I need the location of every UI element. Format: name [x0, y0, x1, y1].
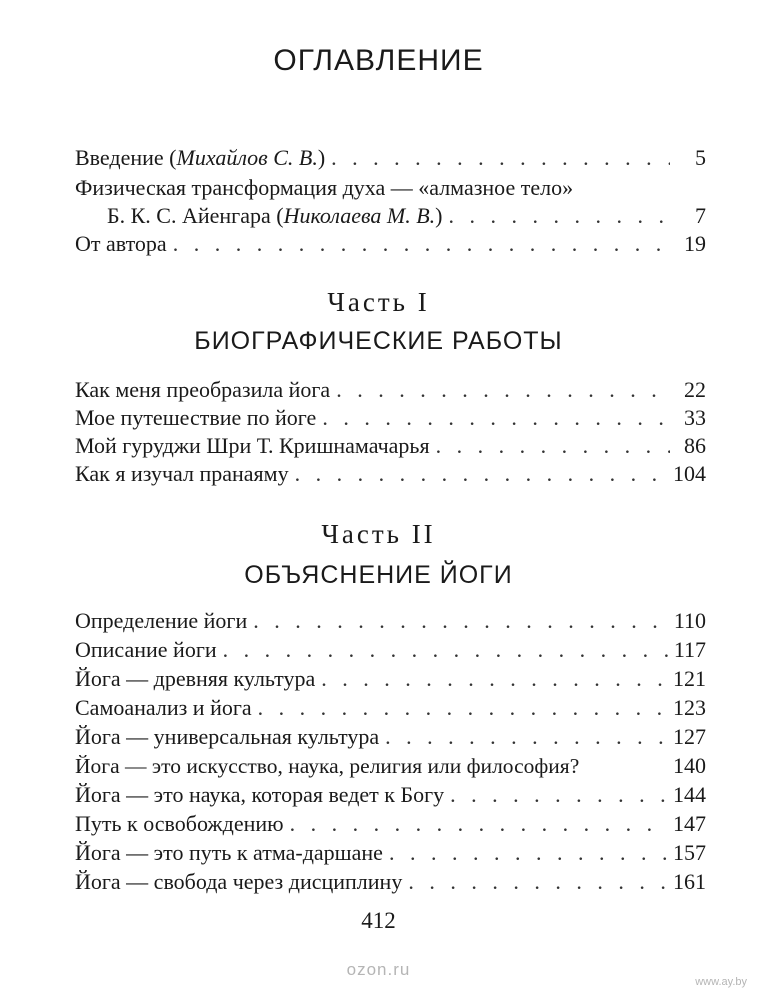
toc-entry-label: Мой гуруджи Шри Т. Кришнамачарья: [75, 433, 430, 458]
toc-entry: [75, 229, 706, 259]
part-title: ОБЪЯСНЕНИЕ ЙОГИ: [244, 561, 513, 589]
toc-page-number: 147: [673, 811, 706, 836]
toc-entry-label: Описание йоги: [75, 637, 217, 662]
toc-entry-label: Мое путешествие по йоге: [75, 405, 317, 430]
toc-page-number: 7: [695, 203, 706, 228]
toc-entry: [75, 403, 706, 433]
part-label: Часть I: [327, 287, 430, 317]
toc-entry-label: Введение (: [75, 145, 177, 170]
toc-entry: [75, 722, 706, 752]
toc-entry-label: От автора: [75, 231, 167, 256]
toc-entry: [75, 751, 706, 781]
toc-entry-label: Самоанализ и йога: [75, 695, 252, 720]
toc-entry: Введение (Михайлов С. В.) . . . 5: [75, 143, 706, 173]
leader-dots: [290, 809, 667, 839]
toc-entry-line: Физическая трансформация духа — «алмазное тело»: [75, 175, 574, 200]
leader-dots: [408, 867, 667, 897]
toc-entry-label: Б. К. С. Айенгара (: [107, 203, 284, 228]
leader-dots: [173, 229, 670, 259]
leader-dots: [450, 780, 667, 810]
leader-dots: [436, 431, 670, 461]
toc-page-number: 33: [684, 405, 706, 430]
toc-page-number: 161: [673, 869, 706, 894]
toc-entry: [75, 664, 706, 694]
toc-entry: [75, 431, 706, 461]
leader-dots: [223, 635, 668, 665]
toc-entry: [75, 780, 706, 810]
toc-entry-label: Йога — это наука, которая ведет к Богу: [75, 782, 445, 807]
leader-dots: [448, 201, 670, 231]
toc-entry: [75, 375, 706, 405]
leader-dots: [321, 664, 667, 694]
toc-entry-label: Йога — древняя культура: [75, 666, 316, 691]
toc-page-number: 110: [673, 608, 706, 633]
toc-entry-label: Как я изучал пранаяму: [75, 461, 289, 486]
toc-entry: [75, 867, 706, 897]
toc-page-number: 121: [673, 666, 706, 691]
toc-entry: Б. К. С. Айенгара (Николаева М. В.) . . . 7: [107, 201, 706, 231]
toc-entry-label: Йога — это путь к атма-даршане: [75, 840, 383, 865]
toc-entry: [75, 693, 706, 723]
toc-entry-label: Путь к освобождению: [75, 811, 284, 836]
toc-page-number: 123: [673, 695, 706, 720]
page-number: 412: [361, 908, 396, 933]
watermark: ozon.ru: [346, 960, 411, 979]
toc-entry: [75, 809, 706, 839]
leader-dots: [322, 403, 670, 433]
toc-page-number: 104: [673, 461, 706, 486]
leader-dots: [389, 838, 667, 868]
toc-entry-label: Йога — свобода через дисциплину: [75, 869, 403, 894]
toc-entry: [75, 838, 706, 868]
part-title: БИОГРАФИЧЕСКИЕ РАБОТЫ: [194, 327, 563, 355]
toc-entry-label: Йога — это искусство, наука, религия или философия?: [75, 754, 580, 778]
toc-page-number: 117: [673, 637, 706, 662]
toc-page-number: 157: [673, 840, 706, 865]
leader-dots: [385, 722, 667, 752]
toc-entry-label: Определение йоги: [75, 608, 248, 633]
toc-page-number: 5: [695, 145, 706, 170]
toc-page-number: 22: [684, 377, 706, 402]
toc-page-number: 127: [673, 724, 706, 749]
leader-dots: [295, 459, 667, 489]
page-title: ОГЛАВЛЕНИЕ: [273, 44, 484, 77]
toc-entry: [75, 459, 706, 489]
toc-entry: [75, 635, 706, 665]
toc-entry-label: Как меня преобразила йога: [75, 377, 331, 402]
leader-dots: [258, 693, 667, 723]
toc-page-number: 140: [673, 753, 706, 778]
leader-dots: [336, 375, 670, 405]
toc-entry-author: Михайлов С. В.: [176, 145, 318, 170]
part-label: Часть II: [321, 519, 436, 549]
toc-page-number: 144: [673, 782, 706, 807]
watermark-small: www.ay.by: [695, 976, 747, 988]
leader-dots: [253, 606, 668, 636]
leader-dots: [331, 143, 670, 173]
toc-entry-label: Йога — универсальная культура: [75, 724, 380, 749]
toc-entry: [75, 606, 706, 636]
toc-entry-author: Николаева М. В.: [283, 203, 436, 228]
toc-page-number: 19: [684, 231, 706, 256]
toc-page-number: 86: [684, 433, 706, 458]
